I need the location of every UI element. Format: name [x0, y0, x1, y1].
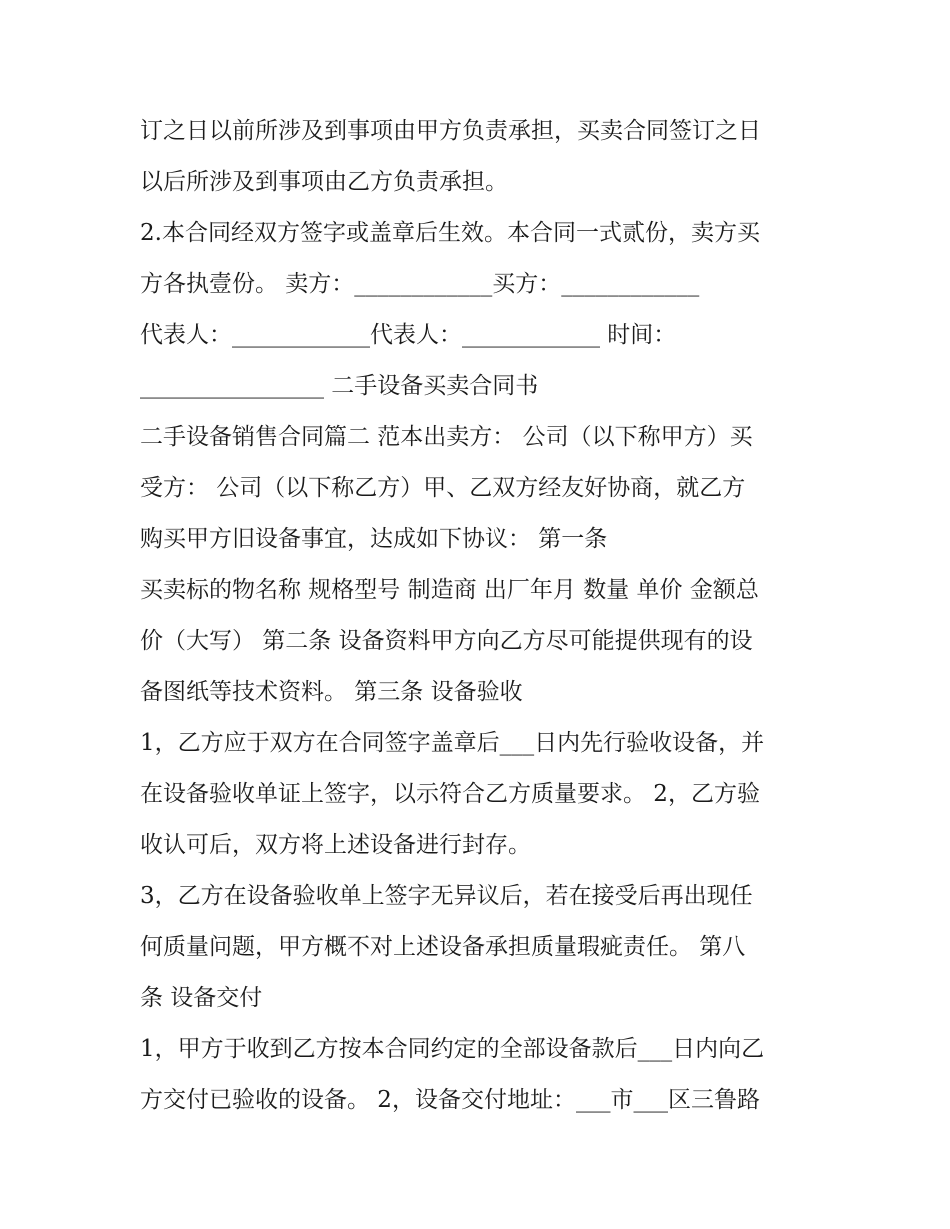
text-line-15: 收认可后，双方将上述设备进行封存。: [140, 832, 531, 858]
text-line-6: ________________ 二手设备买卖合同书: [140, 373, 539, 399]
text-line-3: 2.本合同经双方签字或盖章后生效。本合同一式贰份，卖方买: [140, 220, 760, 246]
text-line-2: 以后所涉及到事项由乙方负责承担。: [140, 169, 508, 195]
text-line-8: 受方： 公司（以下称乙方）甲、乙双方经友好协商，就乙方: [140, 475, 746, 501]
text-line-17: 何质量问题，甲方概不对上述设备承担质量瑕疵责任。 第八: [140, 934, 746, 960]
text-line-1: 订之日以前所涉及到事项由甲方负责承担，买卖合同签订之日: [140, 118, 761, 144]
text-line-5: 代表人：____________代表人：____________ 时间：: [140, 322, 677, 348]
text-line-14: 在设备验收单证上签字，以示符合乙方质量要求。 2，乙方验: [140, 781, 760, 807]
contract-body: [140, 106, 820, 1126]
text-line-18: 条 设备交付: [140, 985, 263, 1011]
text-line-19: 1，甲方于收到乙方按本合同约定的全部设备款后___日内向乙: [140, 1036, 765, 1062]
text-line-11: 价（大写） 第二条 设备资料甲方向乙方尽可能提供现有的设: [140, 628, 753, 654]
text-line-16: 3，乙方在设备验收单上签字无异议后，若在接受后再出现任: [140, 883, 753, 909]
text-line-7: 二手设备销售合同篇二 范本出卖方： 公司（以下称甲方）买: [140, 424, 753, 450]
text-line-20: 方交付已验收的设备。 2，设备交付地址：___市___区三鲁路: [140, 1087, 760, 1113]
text-line-10: 买卖标的物名称 规格型号 制造商 出厂年月 数量 单价 金额总: [140, 577, 759, 603]
text-line-12: 备图纸等技术资料。 第三条 设备验收: [140, 679, 523, 705]
text-line-9: 购买甲方旧设备事宜，达成如下协议： 第一条: [140, 526, 608, 552]
text-line-4: 方各执壹份。 卖方：____________买方：____________: [140, 271, 700, 297]
text-line-13: 1，乙方应于双方在合同签字盖章后___日内先行验收设备，并: [140, 730, 765, 756]
